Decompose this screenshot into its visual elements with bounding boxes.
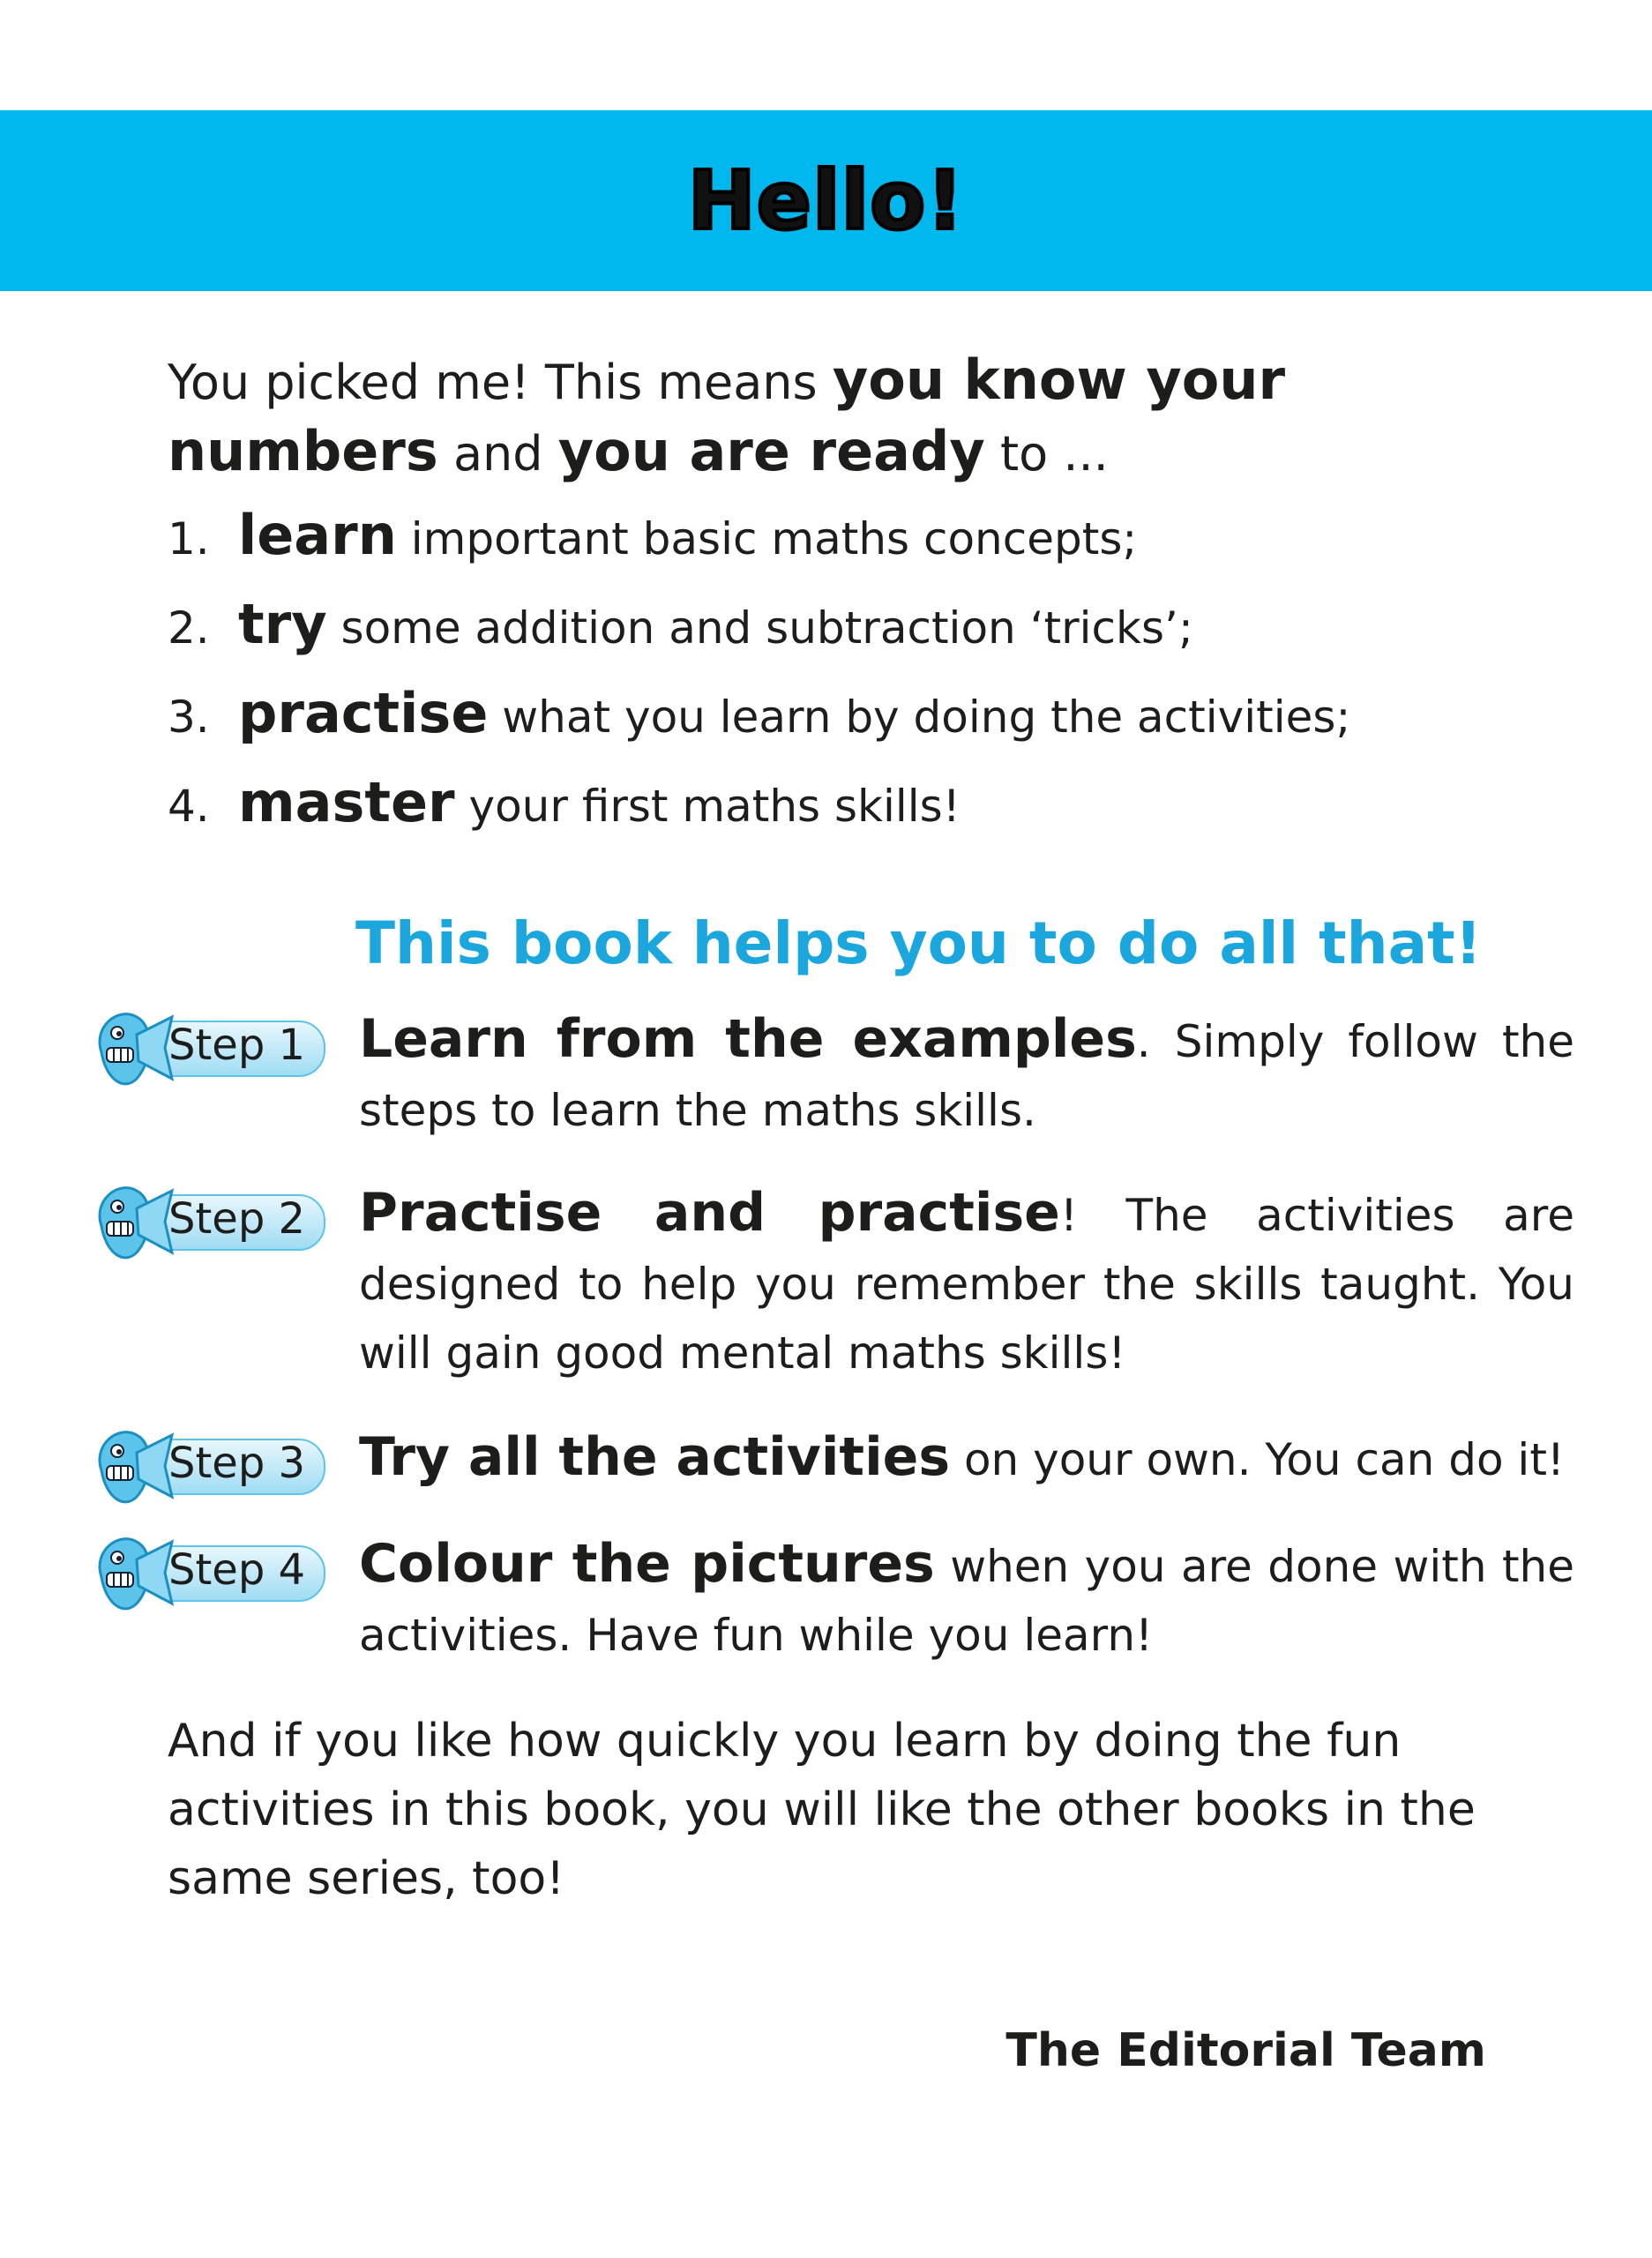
step-keyword: Colour the pictures	[359, 1533, 935, 1595]
list-text: what you learn by doing the activities;	[488, 692, 1351, 743]
fish-mascot-icon	[84, 999, 181, 1096]
step-label: Step 3	[168, 1439, 306, 1488]
intro-emphasis: you know your numbers	[168, 348, 1286, 483]
step-keyword: Learn from the examples	[359, 1008, 1137, 1070]
step-label: Step 4	[168, 1545, 306, 1595]
page-title: Hello!	[687, 153, 965, 248]
list-keyword: master	[238, 770, 455, 834]
step-text: ! The activities are designed to help you remember the skills taught. You will gain good mental maths skills!	[359, 1190, 1574, 1379]
step-badge	[84, 1417, 322, 1506]
step-badge	[84, 999, 322, 1088]
list-keyword: try	[238, 592, 327, 656]
list-keyword: practise	[238, 681, 489, 745]
fish-mascot-icon	[84, 1524, 181, 1621]
step-label: Step 2	[168, 1194, 306, 1244]
step-description	[359, 1005, 1574, 1145]
list-item	[168, 772, 1491, 861]
intro-text: to ...	[984, 426, 1109, 482]
goals-list	[168, 505, 1491, 861]
step-keyword: Practise and practise	[359, 1182, 1060, 1244]
step-badge	[84, 1173, 322, 1261]
list-keyword: learn	[238, 503, 397, 567]
list-item	[168, 505, 1491, 594]
step-text: when you are done with the activities. Have fun while you learn!	[359, 1541, 1575, 1661]
list-item	[168, 594, 1491, 683]
fish-mascot-icon	[84, 1173, 181, 1270]
header-banner	[0, 110, 1652, 291]
step-text: on your own. You can do it!	[950, 1434, 1565, 1485]
list-number: 2.	[168, 602, 210, 654]
list-number: 1.	[168, 513, 210, 564]
step-description	[359, 1529, 1574, 1670]
intro-text: You picked me! This means	[168, 355, 833, 410]
list-number: 4.	[168, 781, 210, 832]
intro-text: and	[437, 426, 558, 482]
step-label: Step 1	[168, 1021, 306, 1070]
list-number: 3.	[168, 692, 210, 743]
list-item	[168, 683, 1491, 772]
list-text: your first maths skills!	[454, 781, 961, 832]
step-description	[359, 1423, 1574, 1494]
fish-mascot-icon	[84, 1417, 181, 1514]
list-text: some addition and subtraction ‘tricks’;	[326, 602, 1193, 654]
step-description	[359, 1178, 1574, 1387]
step-keyword: Try all the activities	[359, 1426, 951, 1488]
section-subheading: This book helps you to do all that!	[355, 909, 1482, 977]
intro-emphasis: you are ready	[557, 419, 985, 483]
step-badge	[84, 1524, 322, 1612]
list-text: important basic maths concepts;	[396, 513, 1138, 564]
intro-paragraph	[168, 346, 1491, 489]
step-text: . Simply follow the steps to learn the maths skills.	[359, 1016, 1574, 1136]
signature: The Editorial Team	[1005, 2024, 1486, 2077]
closing-paragraph: And if you like how quickly you learn by doing the fun activities in this book, you will like the other books in the same series, too!	[168, 1715, 1476, 1905]
